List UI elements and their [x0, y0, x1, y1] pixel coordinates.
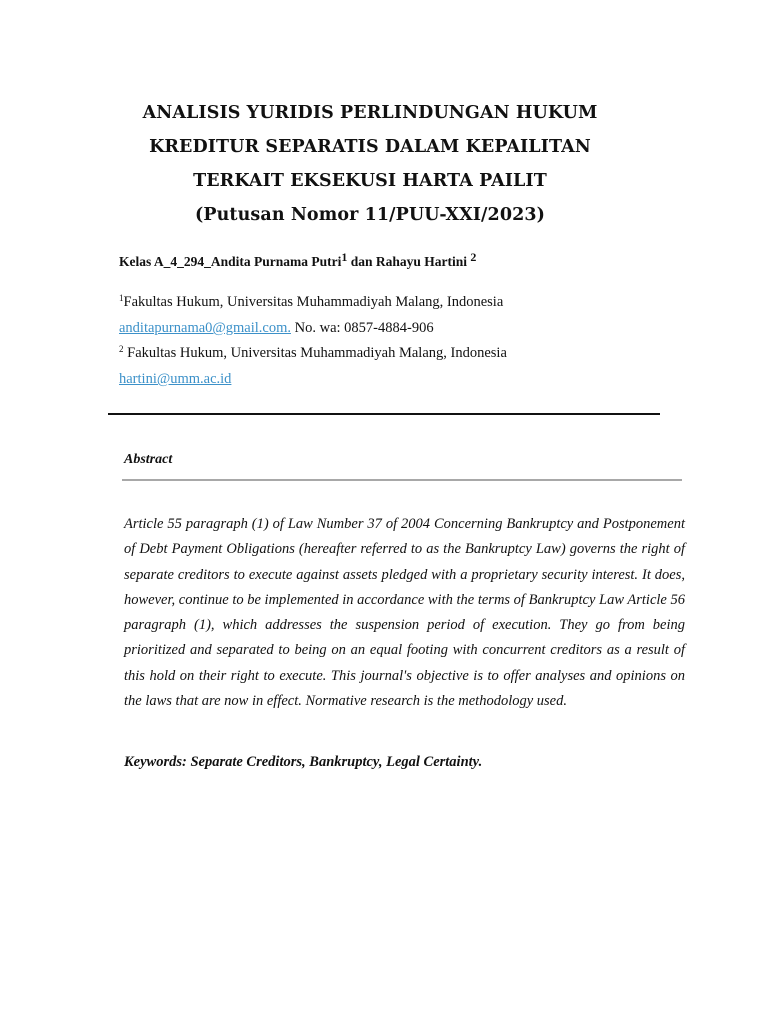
header-divider: [108, 413, 660, 415]
abstract-text: Article 55 paragraph (1) of Law Number 37 of 2004 Concerning Bankruptcy and Postponement of Debt Payment Obligations (hereafter referred to as the Bankruptcy Law) governs the right of separate creditors to execute against assets pledged with a proprietary security interest. It does, however, continue to be implemented in accordance with the terms of Bankruptcy Law Article 56 paragraph (1), which addresses the suspension period of execution. They go from being prioritized and separated to being on an equal footing with concurrent creditors as a result of this hold on their right to execute. This journal's objective is to offer analyses and opinions on the laws that are now in effect. Normative research is the methodology used.: [124, 516, 685, 710]
affiliation-2-text: Fakultas Hukum, Universitas Muhammadiyah Malang, Indonesia: [127, 345, 507, 361]
title-line-3: TERKAIT EKSEKUSI HARTA PAILIT: [193, 171, 547, 191]
author-2-superscript: 2: [470, 250, 477, 264]
title-line-1: ANALISIS YURIDIS PERLINDUNGAN HUKUM: [142, 103, 598, 123]
author-1-name: Kelas A_4_294_Andita Purnama Putri: [119, 254, 342, 269]
author-2-name: dan Rahayu Hartini: [350, 254, 468, 269]
affiliation-1-superscript: 1: [119, 293, 124, 303]
abstract-heading: Abstract: [124, 452, 173, 467]
contact-1: [119, 320, 434, 337]
phone-number: No. wa: 0857-4884-906: [294, 320, 434, 336]
email-link-1[interactable]: anditapurnama0@gmail.com.: [119, 320, 291, 336]
email-link-2[interactable]: hartini@umm.ac.id: [119, 371, 232, 387]
title-line-4: (Putusan Nomor 11/PUU-XXI/2023): [194, 205, 546, 225]
affiliation-2: [119, 345, 507, 362]
author-1-superscript: 1: [341, 250, 348, 264]
affiliation-1-text: Fakultas Hukum, Universitas Muhammadiyah Malang, Indonesia: [123, 294, 504, 310]
paper-title: [0, 96, 740, 232]
title-line-2: KREDITUR SEPARATIS DALAM KEPAILITAN: [149, 137, 591, 157]
keywords: Keywords: Separate Creditors, Bankruptcy, Legal Certainty.: [124, 754, 483, 770]
affiliation-1: [119, 294, 503, 311]
author-line: [119, 250, 477, 270]
affiliation-2-superscript: 2: [119, 344, 124, 354]
contact-2: [119, 371, 231, 388]
abstract-divider: [122, 479, 682, 481]
